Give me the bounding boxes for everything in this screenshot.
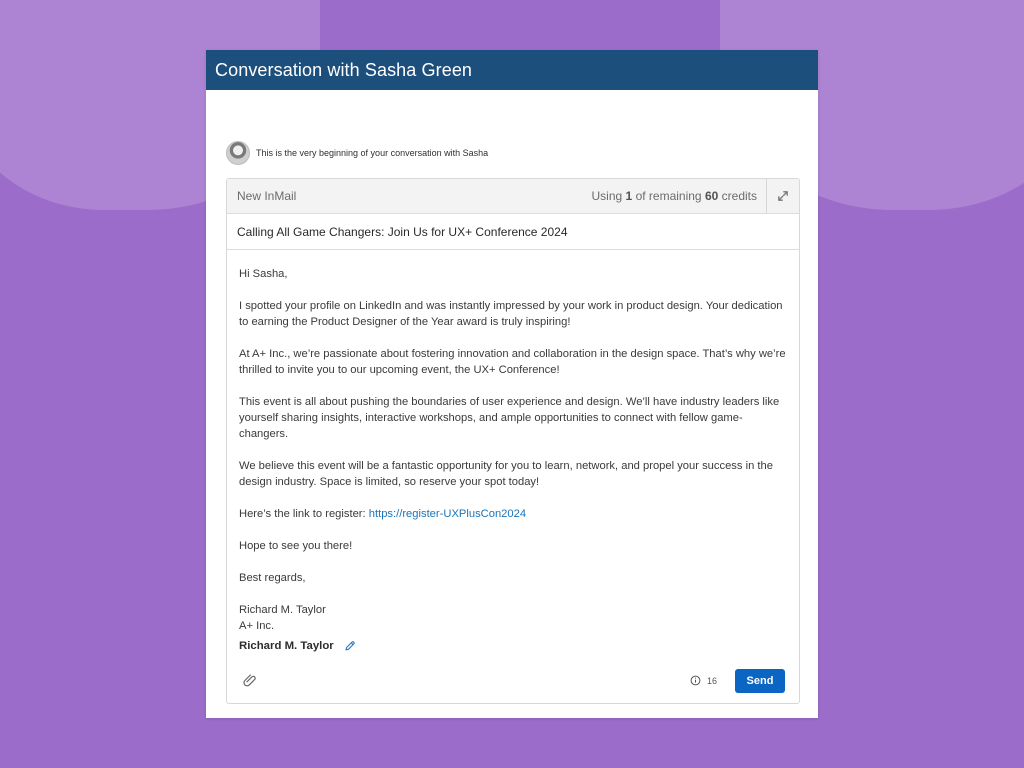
sender-company: A+ Inc. bbox=[239, 620, 275, 632]
message-paragraph: I spotted your profile on LinkedIn and was instantly impressed by your work in product design. Your dedication to earning the Product Designer of the Year award is truly inspiring! bbox=[239, 300, 783, 328]
window-header bbox=[206, 50, 818, 90]
credits-status bbox=[592, 189, 758, 203]
new-inmail-label: New InMail bbox=[237, 189, 297, 203]
regards-line: Best regards, bbox=[239, 572, 306, 584]
composer-footer bbox=[227, 655, 799, 703]
message-paragraph: This event is all about pushing the boundaries of user experience and design. We’ll have industry leaders like yourself sharing insights, interactive workshops, and ample opportunities to connect with fellow game-changers. bbox=[239, 396, 780, 440]
credits-remaining: 60 bbox=[704, 189, 719, 203]
credits-prefix: Using bbox=[591, 189, 623, 203]
message-paragraph: We believe this event will be a fantastic opportunity for you to learn, network, and propel your success in the design industry. Space is limited, so reserve your spot today! bbox=[239, 460, 773, 488]
inmail-composer bbox=[226, 178, 800, 704]
credits-middle: of remaining bbox=[635, 189, 702, 203]
credits-suffix: credits bbox=[721, 189, 757, 203]
expand-button[interactable] bbox=[766, 179, 799, 213]
attach-button[interactable] bbox=[242, 672, 258, 693]
subject-field[interactable] bbox=[227, 214, 799, 250]
info-icon bbox=[690, 675, 701, 686]
signature-row bbox=[239, 638, 787, 654]
message-greeting: Hi Sasha, bbox=[239, 268, 288, 280]
conversation-intro bbox=[226, 141, 488, 165]
expand-icon bbox=[777, 190, 789, 202]
message-body[interactable] bbox=[227, 250, 799, 654]
sender-block bbox=[239, 602, 787, 654]
registration-prefix: Here’s the link to register: bbox=[239, 508, 366, 520]
signature-name: Richard M. Taylor bbox=[239, 640, 334, 652]
credits-used: 1 bbox=[625, 189, 633, 203]
character-count bbox=[690, 675, 717, 686]
composer-top-bar bbox=[227, 179, 799, 214]
message-paragraph: At A+ Inc., we’re passionate about fostering innovation and collaboration in the design space. That’s why we’re thrilled to invite you to our upcoming event, the UX+ Conference! bbox=[239, 348, 786, 376]
avatar bbox=[226, 141, 250, 165]
character-count-value: 16 bbox=[706, 675, 717, 686]
registration-line bbox=[239, 506, 787, 522]
pencil-icon bbox=[344, 640, 356, 652]
closing-line: Hope to see you there! bbox=[239, 540, 353, 552]
edit-signature-button[interactable] bbox=[344, 640, 356, 652]
conversation-title: Conversation with Sasha Green bbox=[215, 59, 473, 80]
paperclip-icon bbox=[242, 672, 258, 688]
send-button[interactable]: Send bbox=[735, 669, 785, 693]
conversation-window bbox=[206, 50, 818, 718]
subject-input[interactable]: Calling All Game Changers: Join Us for UX+ Conference 2024 bbox=[237, 224, 568, 239]
registration-link[interactable]: https://register-UXPlusCon2024 bbox=[368, 508, 527, 520]
conversation-intro-text: This is the very beginning of your conversation with Sasha bbox=[256, 148, 489, 158]
sender-name: Richard M. Taylor bbox=[239, 604, 326, 616]
